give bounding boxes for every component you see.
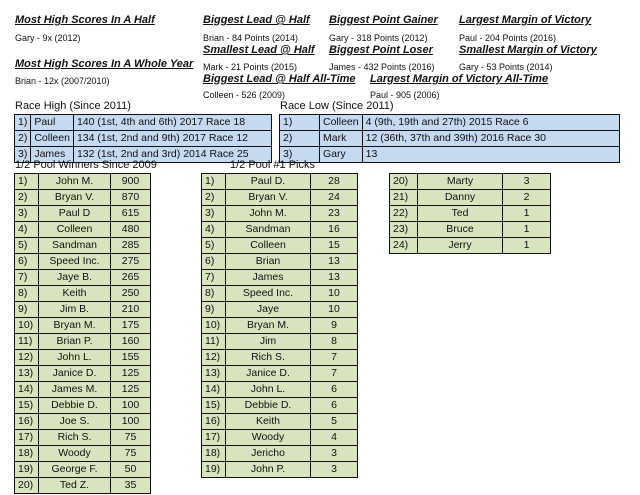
value-cell: 13 — [311, 254, 358, 270]
detail-cell: 13 — [362, 147, 619, 163]
rank-cell: 17) — [202, 430, 226, 446]
name-cell: Rich S. — [226, 350, 311, 366]
table-row — [15, 382, 151, 398]
name-cell: Keith — [39, 286, 111, 302]
rank-cell: 13) — [202, 366, 226, 382]
value-cell: 4 — [311, 430, 358, 446]
table-row — [15, 238, 151, 254]
rank-cell: 16) — [15, 414, 39, 430]
rank-cell: 8) — [15, 286, 39, 302]
rank-cell: 17) — [15, 430, 39, 446]
name-cell: Bryan V. — [39, 190, 111, 206]
value-cell: 15 — [311, 238, 358, 254]
table-row — [390, 238, 551, 254]
smallest-margin-title: Smallest Margin of Victory — [459, 44, 597, 56]
table-row — [202, 430, 358, 446]
rank-cell: 1) — [280, 115, 320, 131]
table-row — [202, 318, 358, 334]
rank-cell: 3) — [15, 147, 31, 163]
name-cell: Debbie D. — [39, 398, 111, 414]
value-cell: 175 — [111, 318, 151, 334]
value-cell: 160 — [111, 334, 151, 350]
rank-cell: 11) — [15, 334, 39, 350]
rank-cell: 18) — [15, 446, 39, 462]
value-cell: 75 — [111, 430, 151, 446]
name-cell: Colleen — [31, 131, 74, 147]
value-cell: 1 — [503, 206, 551, 222]
rank-cell: 14) — [202, 382, 226, 398]
rank-cell: 4) — [202, 222, 226, 238]
smallest-lead-half-title: Smallest Lead @ Half — [203, 44, 315, 56]
table-row — [15, 206, 151, 222]
rank-cell: 15) — [15, 398, 39, 414]
value-cell: 24 — [311, 190, 358, 206]
biggest-point-gainer-title: Biggest Point Gainer — [329, 14, 438, 26]
name-cell: Brian P. — [39, 334, 111, 350]
table-row — [202, 302, 358, 318]
name-cell: Speed Inc. — [226, 286, 311, 302]
name-cell: John P. — [226, 462, 311, 478]
name-cell: John L. — [226, 382, 311, 398]
name-cell: Marty — [418, 174, 503, 190]
name-cell: Janice D. — [226, 366, 311, 382]
most-high-half-title: Most High Scores In A Half — [15, 14, 155, 26]
value-cell: 3 — [311, 462, 358, 478]
detail-cell: 134 (1st, 2nd and 9th) 2017 Race 12 — [73, 131, 271, 147]
table-row — [202, 398, 358, 414]
table-row — [390, 174, 551, 190]
value-cell: 480 — [111, 222, 151, 238]
name-cell: Joe S. — [39, 414, 111, 430]
table-row — [15, 334, 151, 350]
most-high-half-value: Gary - 9x (2012) — [15, 33, 81, 43]
table-row — [15, 270, 151, 286]
table-row — [15, 398, 151, 414]
rank-cell: 14) — [15, 382, 39, 398]
name-cell: Paul D. — [226, 174, 311, 190]
detail-cell: 12 (36th, 37th and 39th) 2016 Race 30 — [362, 131, 619, 147]
table-row — [15, 190, 151, 206]
value-cell: 75 — [111, 446, 151, 462]
rank-cell: 1) — [15, 174, 39, 190]
value-cell: 50 — [111, 462, 151, 478]
pool-winners-title: 1/2 Pool Winners Since 2009 — [15, 159, 157, 171]
table-row — [202, 334, 358, 350]
table-row — [15, 478, 151, 494]
value-cell: 100 — [111, 414, 151, 430]
rank-cell: 19) — [202, 462, 226, 478]
rank-cell: 8) — [202, 286, 226, 302]
table-row — [202, 254, 358, 270]
smallest-lead-half-value: Mark - 21 Points (2015) — [203, 62, 298, 72]
name-cell: Jim B. — [39, 302, 111, 318]
value-cell: 10 — [311, 286, 358, 302]
value-cell: 870 — [111, 190, 151, 206]
table-row — [390, 206, 551, 222]
value-cell: 3 — [311, 446, 358, 462]
rank-cell: 5) — [202, 238, 226, 254]
name-cell: Jaye B. — [39, 270, 111, 286]
name-cell: John L. — [39, 350, 111, 366]
name-cell: Jericho — [226, 446, 311, 462]
value-cell: 7 — [311, 350, 358, 366]
rank-cell: 2) — [280, 131, 320, 147]
value-cell: 265 — [111, 270, 151, 286]
name-cell: Sandman — [226, 222, 311, 238]
name-cell: Speed Inc. — [39, 254, 111, 270]
table-row — [15, 414, 151, 430]
rank-cell: 20) — [390, 174, 418, 190]
value-cell: 125 — [111, 366, 151, 382]
name-cell: Danny — [418, 190, 503, 206]
table-row — [202, 238, 358, 254]
value-cell: 16 — [311, 222, 358, 238]
rank-cell: 11) — [202, 334, 226, 350]
pool-picks-title: 1/2 Pool #1 Picks — [230, 159, 315, 171]
table-row — [202, 462, 358, 478]
name-cell: Ted — [418, 206, 503, 222]
table-row — [15, 115, 272, 131]
table-row — [15, 350, 151, 366]
name-cell: Rich S. — [39, 430, 111, 446]
rank-cell: 10) — [202, 318, 226, 334]
value-cell: 10 — [311, 302, 358, 318]
rank-cell: 22) — [390, 206, 418, 222]
value-cell: 6 — [311, 382, 358, 398]
table-row — [202, 414, 358, 430]
rank-cell: 6) — [202, 254, 226, 270]
rank-cell: 3) — [202, 206, 226, 222]
largest-margin-value: Paul - 204 Points (2016) — [459, 33, 557, 43]
value-cell: 5 — [311, 414, 358, 430]
table-row — [202, 174, 358, 190]
table-row — [15, 430, 151, 446]
biggest-point-gainer-value: Gary - 318 Points (2012) — [329, 33, 428, 43]
detail-cell: 140 (1st, 4th and 6th) 2017 Race 18 — [73, 115, 271, 131]
biggest-lead-half-all-time-title: Biggest Lead @ Half All-Time — [203, 73, 356, 85]
detail-cell: 4 (9th, 19th and 27th) 2015 Race 6 — [362, 115, 619, 131]
rank-cell: 1) — [15, 115, 31, 131]
table-row — [390, 190, 551, 206]
rank-cell: 20) — [15, 478, 39, 494]
name-cell: Mark — [320, 131, 363, 147]
biggest-lead-half-title: Biggest Lead @ Half — [203, 14, 310, 26]
value-cell: 13 — [311, 270, 358, 286]
value-cell: 8 — [311, 334, 358, 350]
value-cell: 6 — [311, 398, 358, 414]
table-row — [15, 222, 151, 238]
table-row — [280, 147, 620, 163]
largest-margin-all-time-value: Paul - 905 (2006) — [370, 90, 440, 100]
name-cell: Keith — [226, 414, 311, 430]
table-row — [202, 206, 358, 222]
value-cell: 275 — [111, 254, 151, 270]
name-cell: Bryan M. — [226, 318, 311, 334]
race-low-table — [279, 114, 620, 163]
name-cell: Sandman — [39, 238, 111, 254]
name-cell: Colleen — [320, 115, 363, 131]
rank-cell: 15) — [202, 398, 226, 414]
table-row — [15, 366, 151, 382]
name-cell: Paul — [31, 115, 74, 131]
race-high-table — [14, 114, 272, 163]
table-row — [202, 366, 358, 382]
table-row — [15, 446, 151, 462]
smallest-margin-value: Gary - 53 Points (2014) — [459, 62, 553, 72]
rank-cell: 3) — [280, 147, 320, 163]
value-cell: 615 — [111, 206, 151, 222]
value-cell: 250 — [111, 286, 151, 302]
table-row — [15, 131, 272, 147]
rank-cell: 24) — [390, 238, 418, 254]
name-cell: James M. — [39, 382, 111, 398]
rank-cell: 12) — [15, 350, 39, 366]
rank-cell: 5) — [15, 238, 39, 254]
largest-margin-title: Largest Margin of Victory — [459, 14, 592, 26]
name-cell: Janice D. — [39, 366, 111, 382]
rank-cell: 7) — [15, 270, 39, 286]
biggest-point-loser-title: Biggest Point Loser — [329, 44, 433, 56]
name-cell: Bryan V. — [226, 190, 311, 206]
biggest-point-loser-value: James - 432 Points (2016) — [329, 62, 435, 72]
rank-cell: 12) — [202, 350, 226, 366]
most-high-whole-title: Most High Scores In A Whole Year — [15, 58, 194, 70]
table-row — [15, 286, 151, 302]
value-cell: 3 — [503, 174, 551, 190]
table-row — [280, 131, 620, 147]
table-row — [202, 270, 358, 286]
pool-picks-continued-table — [389, 173, 551, 254]
table-row — [202, 190, 358, 206]
rank-cell: 9) — [202, 302, 226, 318]
table-row — [202, 382, 358, 398]
value-cell: 100 — [111, 398, 151, 414]
value-cell: 9 — [311, 318, 358, 334]
value-cell: 23 — [311, 206, 358, 222]
rank-cell: 9) — [15, 302, 39, 318]
rank-cell: 18) — [202, 446, 226, 462]
name-cell: James — [226, 270, 311, 286]
rank-cell: 2) — [202, 190, 226, 206]
biggest-lead-half-all-time-value: Colleen - 526 (2009) — [203, 90, 286, 100]
table-row — [15, 462, 151, 478]
pool-picks-table — [201, 173, 358, 478]
name-cell: Woody — [39, 446, 111, 462]
value-cell: 28 — [311, 174, 358, 190]
table-row — [202, 446, 358, 462]
table-row — [390, 222, 551, 238]
value-cell: 210 — [111, 302, 151, 318]
name-cell: Woody — [226, 430, 311, 446]
value-cell: 125 — [111, 382, 151, 398]
name-cell: Debbie D. — [226, 398, 311, 414]
rank-cell: 3) — [15, 206, 39, 222]
value-cell: 2 — [503, 190, 551, 206]
table-row — [15, 318, 151, 334]
rank-cell: 13) — [15, 366, 39, 382]
name-cell: Brian — [226, 254, 311, 270]
value-cell: 285 — [111, 238, 151, 254]
name-cell: John M. — [39, 174, 111, 190]
table-row — [202, 350, 358, 366]
table-row — [202, 286, 358, 302]
rank-cell: 1) — [202, 174, 226, 190]
table-row — [15, 254, 151, 270]
race-low-title: Race Low (Since 2011) — [280, 100, 394, 112]
name-cell: Bruce — [418, 222, 503, 238]
rank-cell: 2) — [15, 131, 31, 147]
rank-cell: 16) — [202, 414, 226, 430]
largest-margin-all-time-title: Largest Margin of Victory All-Time — [370, 73, 549, 85]
name-cell: Paul D — [39, 206, 111, 222]
table-row — [15, 302, 151, 318]
rank-cell: 10) — [15, 318, 39, 334]
race-high-title: Race High (Since 2011) — [15, 100, 131, 112]
table-row — [15, 174, 151, 190]
name-cell: Jaye — [226, 302, 311, 318]
most-high-whole-value: Brian - 12x (2007/2010) — [15, 76, 110, 86]
table-row — [280, 115, 620, 131]
value-cell: 1 — [503, 238, 551, 254]
name-cell: Gary — [320, 147, 363, 163]
name-cell: John M. — [226, 206, 311, 222]
value-cell: 7 — [311, 366, 358, 382]
pool-winners-table — [14, 173, 151, 494]
rank-cell: 4) — [15, 222, 39, 238]
value-cell: 35 — [111, 478, 151, 494]
name-cell: Colleen — [39, 222, 111, 238]
name-cell: Jerry — [418, 238, 503, 254]
rank-cell: 6) — [15, 254, 39, 270]
name-cell: George F. — [39, 462, 111, 478]
name-cell: Bryan M. — [39, 318, 111, 334]
value-cell: 1 — [503, 222, 551, 238]
name-cell: James — [31, 147, 74, 163]
rank-cell: 2) — [15, 190, 39, 206]
name-cell: Colleen — [226, 238, 311, 254]
rank-cell: 19) — [15, 462, 39, 478]
value-cell: 155 — [111, 350, 151, 366]
biggest-lead-half-value: Brian - 84 Points (2014) — [203, 33, 299, 43]
rank-cell: 7) — [202, 270, 226, 286]
rank-cell: 23) — [390, 222, 418, 238]
value-cell: 900 — [111, 174, 151, 190]
table-row — [202, 222, 358, 238]
name-cell: Jim — [226, 334, 311, 350]
name-cell: Ted Z. — [39, 478, 111, 494]
detail-cell: 132 (1st, 2nd and 3rd) 2014 Race 25 — [73, 147, 271, 163]
rank-cell: 21) — [390, 190, 418, 206]
